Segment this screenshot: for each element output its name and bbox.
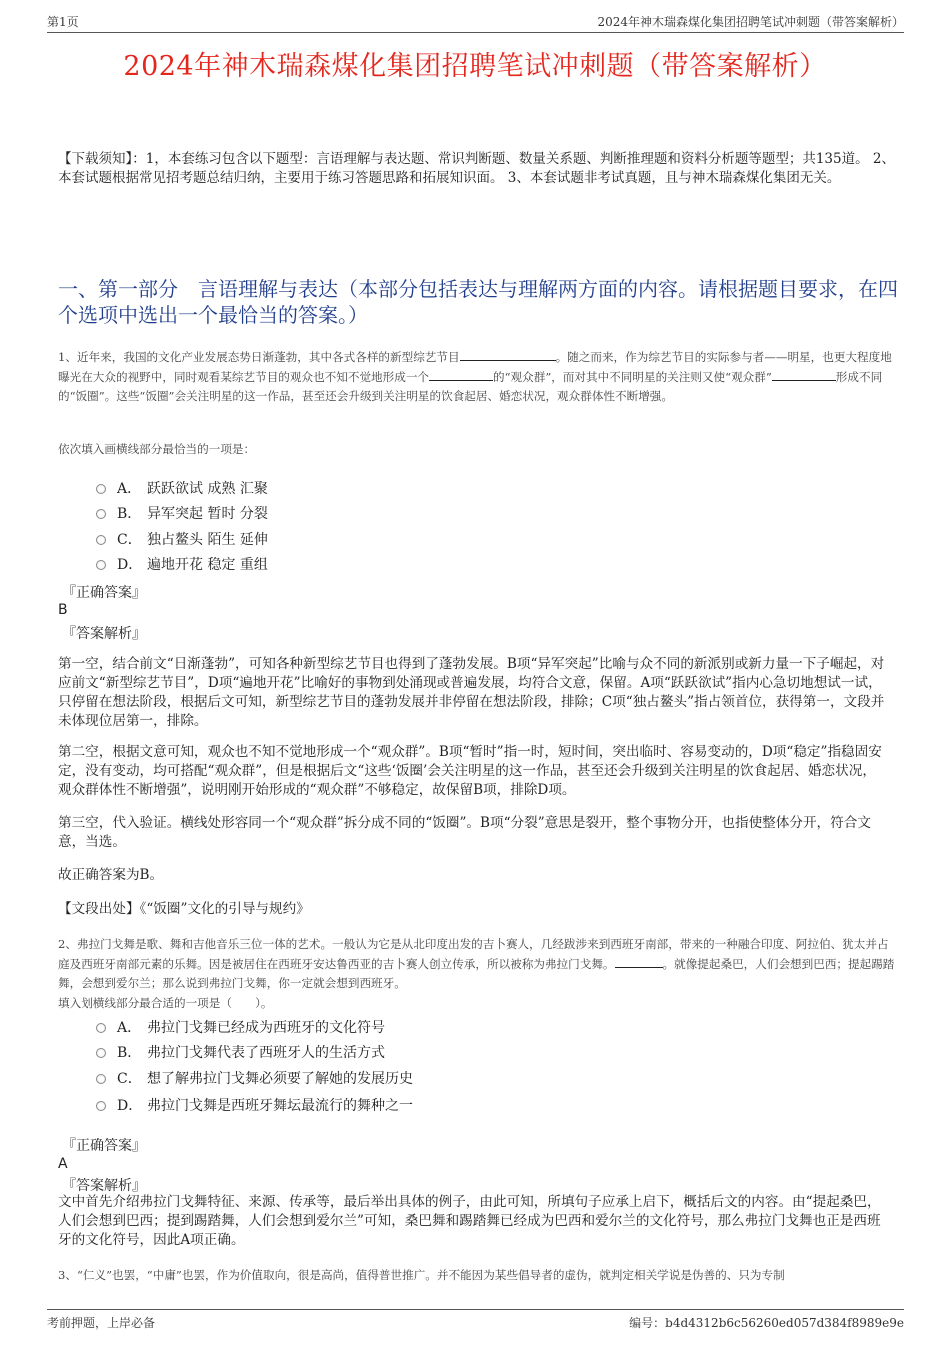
radio-icon[interactable] (96, 560, 106, 570)
q1-analysis-paragraph: 第三空，代入验证。横线处形容同一个“观众群”拆分成不同的“饭圈”。B项“分裂”意思是裂开，整个事物分开，也指使整体分开，符合文意，当选。 (58, 815, 871, 850)
question-2-stem: 2、弗拉门戈舞是歌、舞和吉他音乐三位一体的艺术。一般认为它是从北印度出发的吉卜赛人，几经跋涉来到西班牙南部，带来的一种融合印度、阿拉伯、犹太并占庭及西班牙南部元素的乐舞。因是被居住在西班牙安达鲁西亚的吉卜赛人创立传承，所以被称为弗拉门戈舞。 。就像提起桑巴，人们会想到巴西；提起踢踏舞，会想到爱尔兰；那么说到弗拉门戈舞，你一定就会想到西班牙。 (58, 937, 895, 990)
fill-blank-3 (772, 368, 836, 381)
q2-option-b[interactable]: B． 弗拉门戈舞代表了西班牙人的生活方式 (96, 1042, 385, 1062)
q2-option-d[interactable]: D． 弗拉门戈舞是西班牙舞坛最流行的舞种之一 (96, 1095, 413, 1115)
q1-analysis-label: 『答案解析』 (62, 626, 146, 642)
section-heading: 一、第一部分 言语理解与表达（本部分包括表达与理解两方面的内容。请根据题目要求，在四个选项中选出一个最恰当的答案。） (58, 277, 898, 327)
q1-answer-value: B (58, 602, 68, 618)
q1-option-d[interactable]: D． 遍地开花 稳定 重组 (96, 554, 268, 574)
fill-blank-1 (615, 955, 663, 968)
question-3-stem: 3、“仁义”也罢，“中庸”也罢，作为价值取向，很是高尚，值得普世推广。并不能因为某些倡导者的虚伪，就判定相关学说是伪善的、只为专制 (58, 1268, 785, 1282)
download-notice: 【下载须知】：1，本套练习包含以下题型：言语理解与表达题、常识判断题、数量关系题、判断推理题和资料分析题等题型；共135道。 2、本套试题根据常见招考题总结归纳，主要用于练习答题思路和拓展知识面。 3、本套试题非考试真题，且与神木瑞森煤化集团无关。 (58, 151, 895, 186)
fill-blank-2 (429, 368, 493, 381)
q1-analysis-paragraph: 第二空，根据文意可知，观众也不知不觉地形成一个“观众群”。B项“暂时”指一时，短时间，突出临时、容易变动的，D项“稳定”指稳固安定，没有变动，均可搭配“观众群”，但是根据后文“这些‘饭圈’会关注明星的这一作品，甚至还会升级到关注明星的饮食起居、婚恋状况，观众群体性不断增强”，说明刚开始形成的“观众群”不够稳定，故保留B项，排除D项。 (58, 744, 882, 798)
q1-option-a[interactable]: A． 跃跃欲试 成熟 汇聚 (96, 478, 268, 498)
q1-source: 【文段出处】《“饭圈”文化的引导与规约》 (58, 901, 310, 917)
q1-answer-label: 『正确答案』 (62, 585, 146, 601)
header-doc-title: 2024年神木瑞森煤化集团招聘笔试冲刺题（带答案解析） (597, 15, 904, 29)
page-title: 2024年神木瑞森煤化集团招聘笔试冲刺题（带答案解析） (123, 51, 827, 82)
q2-option-a[interactable]: A． 弗拉门戈舞已经成为西班牙的文化符号 (96, 1017, 385, 1037)
radio-icon[interactable] (96, 1023, 106, 1033)
q2-option-c[interactable]: C． 想了解弗拉门戈舞必须要了解她的发展历史 (96, 1068, 413, 1088)
radio-icon[interactable] (96, 535, 106, 545)
footer-doc-id: 编号：b4d4312b6c56260ed057d384f8989e9e (629, 1316, 904, 1330)
q1-analysis-conclusion: 故正确答案为B。 (58, 867, 164, 883)
question-2-prompt: 填入划横线部分最合适的一项是（ ）。 (58, 996, 273, 1010)
page-number: 第1页 (47, 15, 79, 29)
question-1-prompt: 依次填入画横线部分最恰当的一项是： (58, 442, 256, 456)
radio-icon[interactable] (96, 1074, 106, 1084)
footer-divider (47, 1309, 904, 1310)
footer-slogan: 考前押题，上岸必备 (47, 1316, 156, 1330)
q2-analysis-paragraph: 文中首先介绍弗拉门戈舞特征、来源、传承等，最后举出具体的例子，由此可知，所填句子应承上启下，概括后文的内容。由“提起桑巴，人们会想到巴西；提到踢踏舞，人们会想到爱尔兰”可知，桑巴舞和踢踏舞已经成为巴西和爱尔兰的文化符号，那么弗拉门戈舞也正是西班牙的文化符号，因此A项正确。 (58, 1194, 881, 1248)
radio-icon[interactable] (96, 1048, 106, 1058)
radio-icon[interactable] (96, 1101, 106, 1111)
q2-analysis-label: 『答案解析』 (62, 1178, 146, 1194)
radio-icon[interactable] (96, 484, 106, 494)
q1-analysis-paragraph: 第一空，结合前文“日渐蓬勃”，可知各种新型综艺节目也得到了蓬勃发展。B项“异军突起”比喻与众不同的新派别或新力量一下子崛起，对应前文“新型综艺节目”，D项“遍地开花”比喻好的事物到处涌现或普遍发展，均符合文意，保留。A项“跃跃欲试”指内心急切地想试一试，只停留在想法阶段，根据后文可知，新型综艺节目的蓬勃发展并非停留在想法阶段，排除；C项“独占鳌头”指占领首位，获得第一，文段并未体现位居第一，排除。 (58, 656, 885, 729)
q1-option-b[interactable]: B． 异军突起 暂时 分裂 (96, 503, 268, 523)
question-1-stem: 1、近年来，我国的文化产业发展态势日渐蓬勃，其中各式各样的新型综艺节目 。随之而来，作为综艺节目的实际参与者——明星，也更大程度地曝光在大众的视野中，同时观看某综艺节目的观众也不知不觉地形成一个 的“观众群”，而对其中不同明星的关注则又使“观众群” 形成不同的“饭圈”。这些“饭圈”会关注明星的这一作品，甚至还会升级到关注明星的饮食起居、婚恋状况，观众群体性不断增强。 (58, 350, 892, 403)
fill-blank-1 (460, 348, 556, 361)
header-divider (47, 32, 904, 33)
radio-icon[interactable] (96, 509, 106, 519)
q1-option-c[interactable]: C． 独占鳌头 陌生 延伸 (96, 529, 268, 549)
q2-answer-value: A (58, 1156, 68, 1172)
q2-answer-label: 『正确答案』 (62, 1138, 146, 1154)
